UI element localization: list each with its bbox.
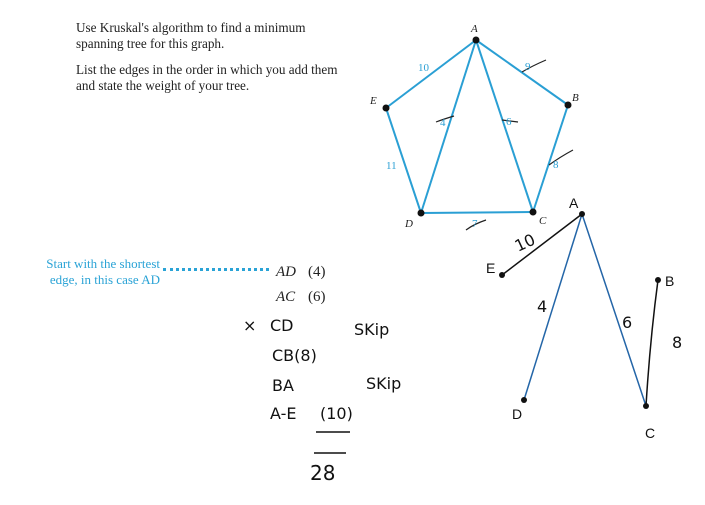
weight-ab: 9 xyxy=(525,61,531,73)
edge-ae xyxy=(386,40,476,108)
tree-edge-ac xyxy=(582,214,646,406)
hand-ae: A-E xyxy=(270,404,297,423)
question-line-1: Use Kruskal's algorithm to find a minimum spanning tree for this graph. xyxy=(76,20,306,51)
hand-ba: BA xyxy=(272,376,294,395)
vertex-label-a: A xyxy=(471,23,478,35)
vertex-c xyxy=(530,209,537,216)
edge-bc xyxy=(533,105,568,212)
answer-ad-weight: (4) xyxy=(308,264,326,280)
hand-cb: CB(8) xyxy=(272,346,317,365)
vertex-d xyxy=(418,210,425,217)
hand-cd-skip: SKip xyxy=(354,320,390,339)
vertex-a xyxy=(473,37,480,44)
tree-weight-ac: 6 xyxy=(622,313,633,332)
tree-label-d: D xyxy=(512,406,523,422)
tree-vertex-b xyxy=(655,277,661,283)
vertex-e xyxy=(383,105,390,112)
hand-total: 28 xyxy=(310,461,336,485)
tree-edge-bc xyxy=(646,280,658,406)
weight-dc: 7 xyxy=(472,218,478,230)
tree-weight-ae: 10 xyxy=(511,229,539,256)
hand-ba-skip: SKip xyxy=(366,374,402,393)
hand-cd: CD xyxy=(270,316,294,335)
question-line-2: List the edges in the order in which you add them and state the weight of your tree. xyxy=(76,62,338,93)
weight-ed: 11 xyxy=(386,160,397,172)
edge-ab xyxy=(476,40,568,105)
weight-bc: 8 xyxy=(553,159,559,171)
tree-weight-bc: 8 xyxy=(672,333,683,352)
weight-ac: 6 xyxy=(506,116,512,128)
hand-cross-mark: × xyxy=(243,316,257,335)
tree-label-b: B xyxy=(665,273,675,289)
answer-ad: AD xyxy=(276,264,296,280)
vertex-b xyxy=(565,102,572,109)
tree-vertex-d xyxy=(521,397,527,403)
vertex-label-d: D xyxy=(405,218,413,230)
edge-dc xyxy=(421,212,533,213)
weight-ae: 10 xyxy=(418,62,429,74)
vertex-label-c: C xyxy=(539,215,547,227)
printed-graph xyxy=(369,23,579,230)
tree-label-a: A xyxy=(569,195,579,211)
answer-ac: AC xyxy=(276,289,296,305)
tree-label-c: C xyxy=(645,425,656,441)
hint-text: Start with the shortest edge, in this case AD xyxy=(46,256,160,287)
edge-ad xyxy=(421,40,476,213)
hand-ae-weight: (10) xyxy=(320,404,353,423)
tree-label-e: E xyxy=(486,260,496,276)
vertex-label-b: B xyxy=(572,92,579,104)
vertex-label-e: E xyxy=(370,95,377,107)
weight-ad: 4 xyxy=(440,117,446,129)
tree-vertex-a xyxy=(579,211,585,217)
answer-ac-weight: (6) xyxy=(308,289,326,305)
tree-vertex-c xyxy=(643,403,649,409)
spanning-tree xyxy=(486,195,682,441)
tree-vertex-e xyxy=(499,272,505,278)
tree-weight-ad: 4 xyxy=(537,297,548,316)
